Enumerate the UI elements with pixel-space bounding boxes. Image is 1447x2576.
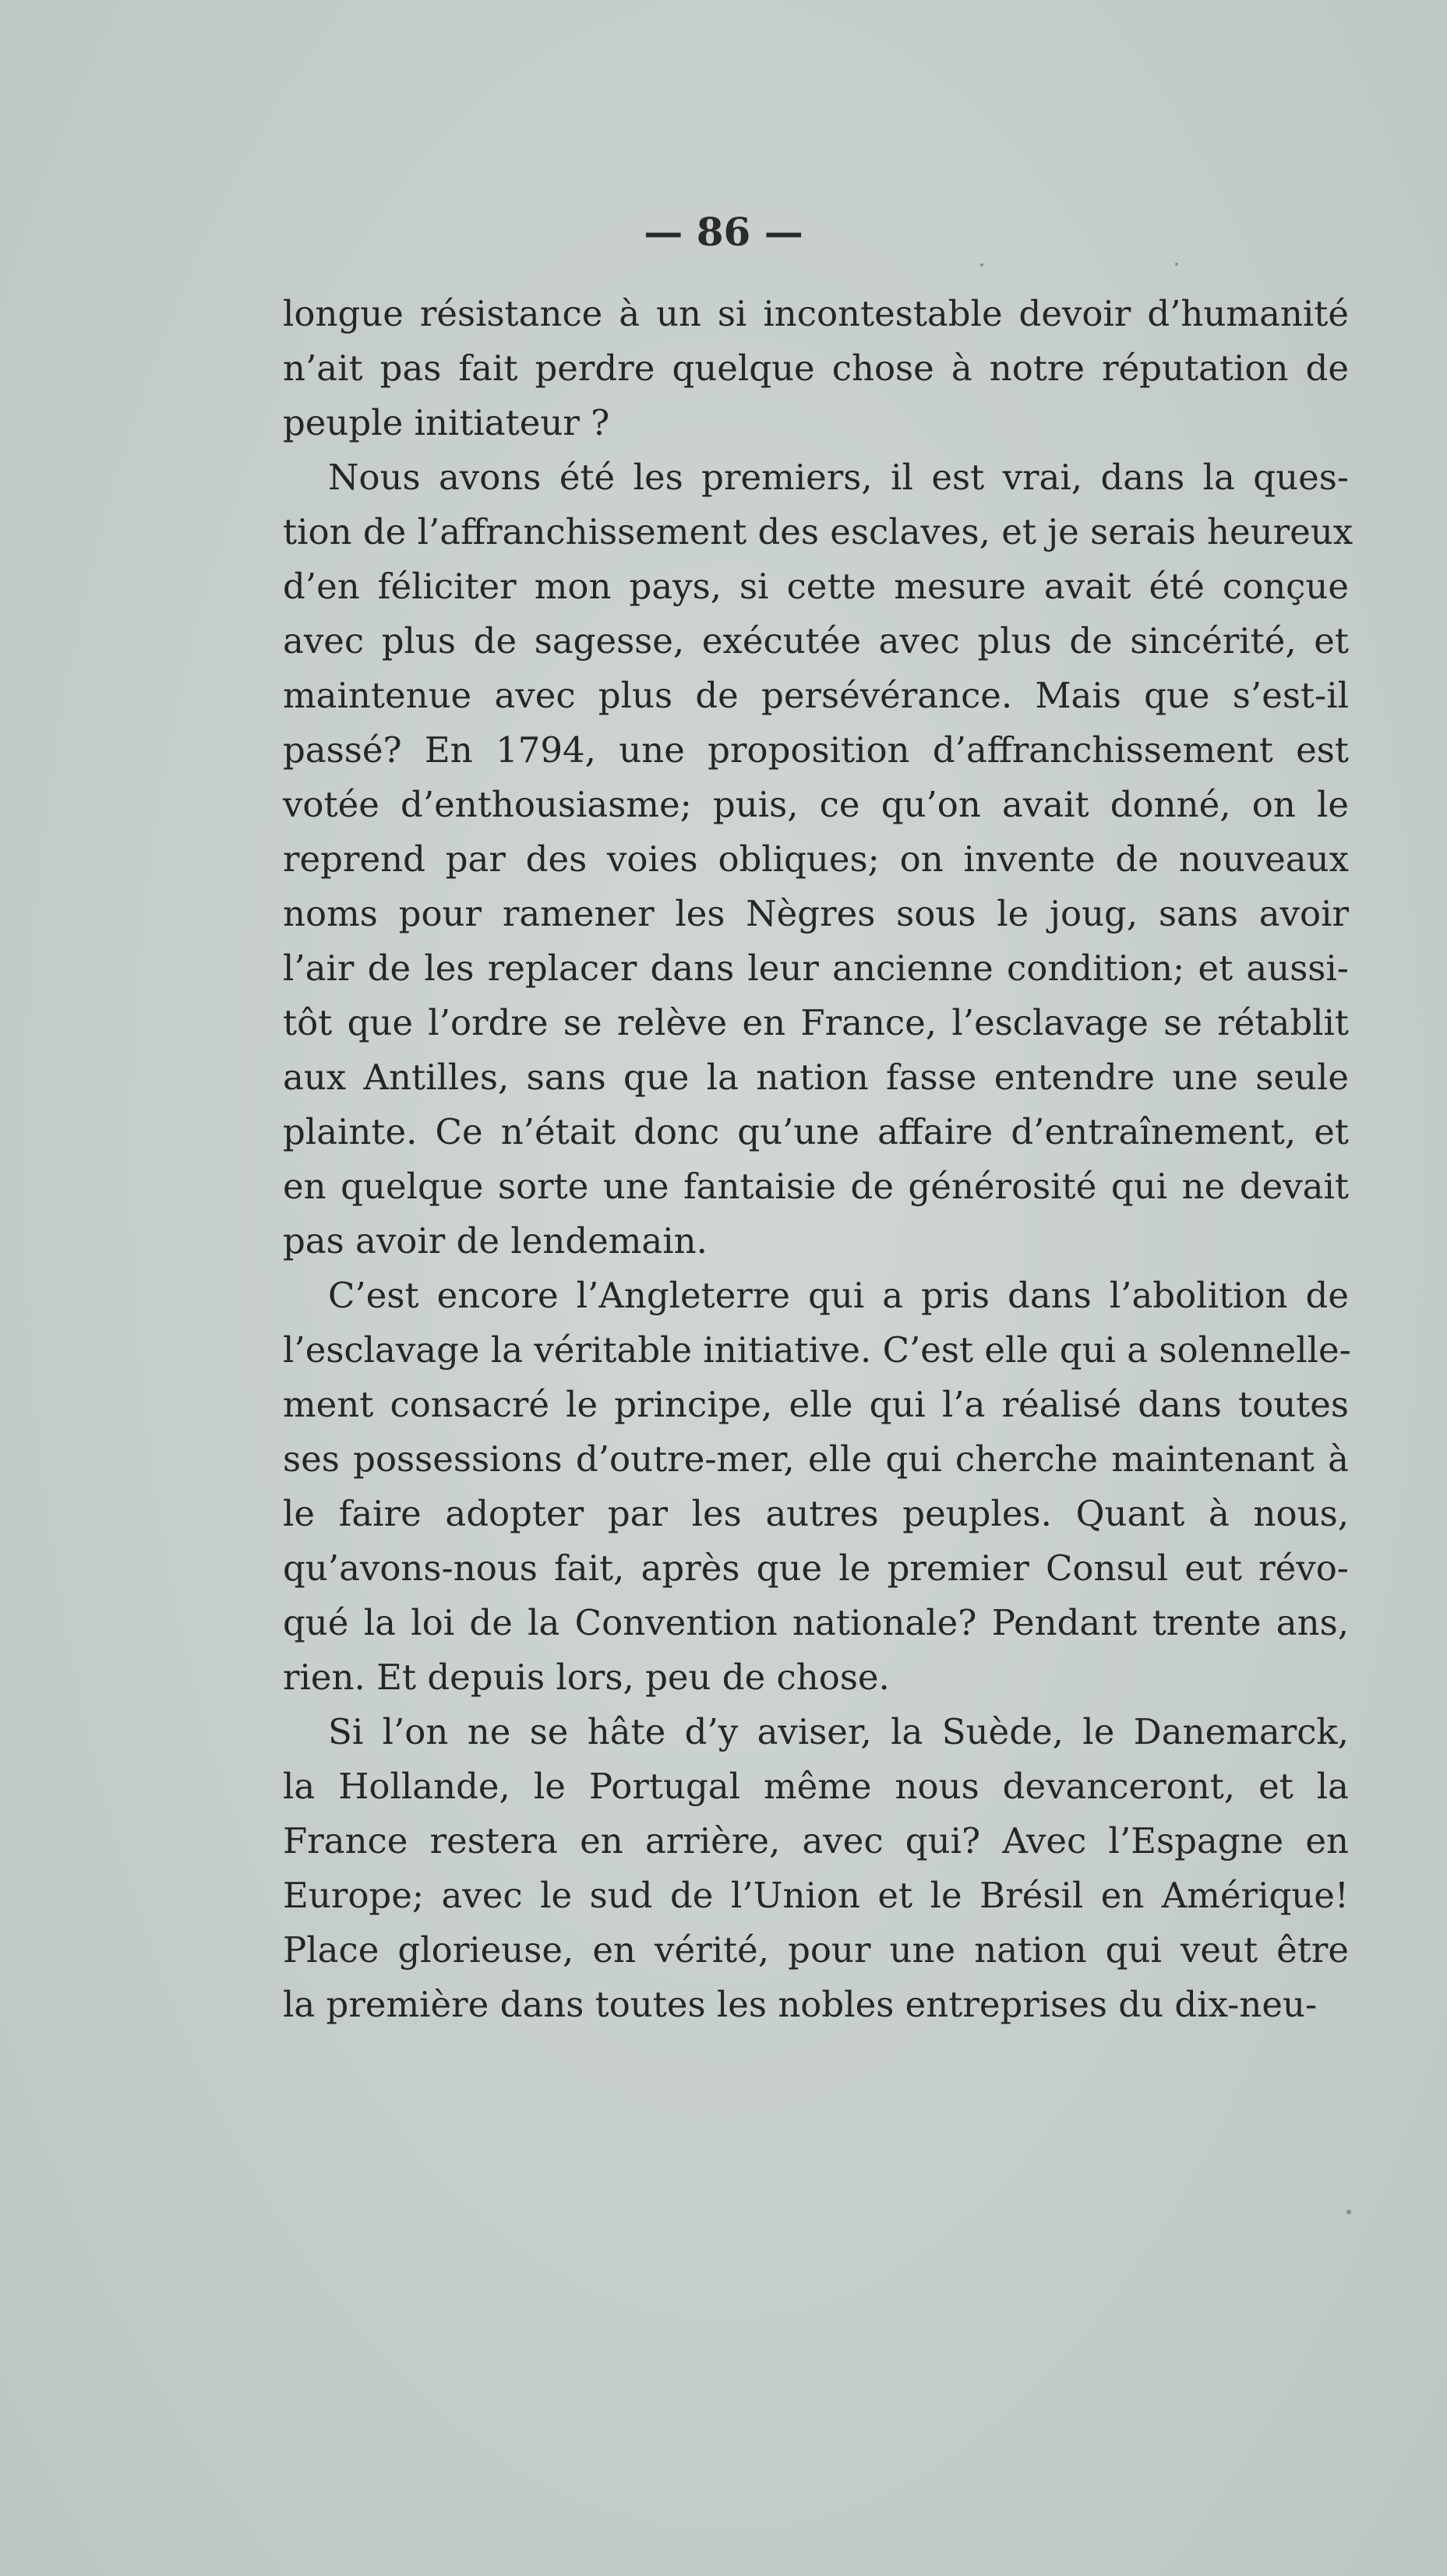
text-line: C’est encore l’Angleterre qui a pris dans l’abolition de	[328, 1275, 1349, 1316]
text-line: la Hollande, le Portugal même nous devanceront, et la	[283, 1766, 1349, 1807]
text-line: ment consacré le principe, elle qui l’a réalisé dans toutes	[283, 1384, 1349, 1425]
text-line: longue résistance à un si incontestable devoir d’humanité	[283, 293, 1349, 334]
text-line: Europe; avec le sud de l’Union et le Brésil en Amérique!	[283, 1875, 1349, 1916]
text-line: Nous avons été les premiers, il est vrai, dans la ques-	[328, 457, 1349, 498]
text-line: plainte. Ce n’était donc qu’une affaire d’entraînement, et	[283, 1111, 1349, 1152]
text-line: Place glorieuse, en vérité, pour une nation qui veut être	[283, 1929, 1349, 1971]
text-line: reprend par des voies obliques; on invente de nouveaux	[283, 838, 1349, 880]
paper-speck	[1346, 2210, 1351, 2214]
text-line: aux Antilles, sans que la nation fasse entendre une seule	[283, 1057, 1349, 1098]
text-line: n’ait pas fait perdre quelque chose à notre réputation de	[283, 348, 1349, 389]
text-line: la première dans toutes les nobles entreprises du dix-neu-	[283, 1984, 1318, 2025]
body-text	[283, 287, 1353, 2032]
text-line: pas avoir de lendemain.	[283, 1220, 708, 1262]
text-line: tôt que l’ordre se relève en France, l’esclavage se rétablit	[283, 1002, 1349, 1043]
paper-speck	[980, 263, 983, 266]
paragraph	[283, 1269, 1349, 1705]
paragraph	[283, 1705, 1349, 2032]
paragraph	[283, 287, 1349, 450]
text-line: avec plus de sagesse, exécutée avec plus de sincérité, et	[283, 620, 1349, 662]
text-line: l’air de les replacer dans leur ancienne condition; et aussi-	[283, 947, 1349, 989]
text-line: rien. Et depuis lors, peu de chose.	[283, 1657, 890, 1698]
text-line: le faire adopter par les autres peuples. Quant à nous,	[283, 1493, 1349, 1534]
page-number: — 86 —	[644, 209, 803, 255]
text-line: en quelque sorte une fantaisie de générosité qui ne devait	[283, 1166, 1349, 1207]
text-line: ses possessions d’outre-mer, elle qui cherche maintenant à	[283, 1438, 1349, 1480]
text-line: passé? En 1794, une proposition d’affranchissement est	[283, 729, 1349, 771]
text-line: France restera en arrière, avec qui? Avec l’Espagne en	[283, 1820, 1349, 1861]
text-line: votée d’enthousiasme; puis, ce qu’on avait donné, on le	[283, 784, 1349, 825]
text-line: qu’avons-nous fait, après que le premier Consul eut révo-	[283, 1547, 1349, 1589]
text-line: l’esclavage la véritable initiative. C’est elle qui a solennelle-	[283, 1329, 1351, 1371]
text-line: qué la loi de la Convention nationale? Pendant trente ans,	[283, 1602, 1349, 1643]
text-line: peuple initiateur ?	[283, 402, 610, 443]
text-line: tion de l’affranchissement des esclaves, et je serais heureux	[283, 511, 1353, 552]
paper-speck	[1175, 263, 1178, 266]
text-line: maintenue avec plus de persévérance. Mais que s’est-il	[283, 675, 1349, 716]
paragraph	[283, 450, 1353, 1269]
text-line: d’en féliciter mon pays, si cette mesure avait été conçue	[283, 566, 1349, 607]
text-line: noms pour ramener les Nègres sous le joug, sans avoir	[283, 893, 1349, 934]
text-line: Si l’on ne se hâte d’y aviser, la Suède, le Danemarck,	[328, 1711, 1349, 1752]
